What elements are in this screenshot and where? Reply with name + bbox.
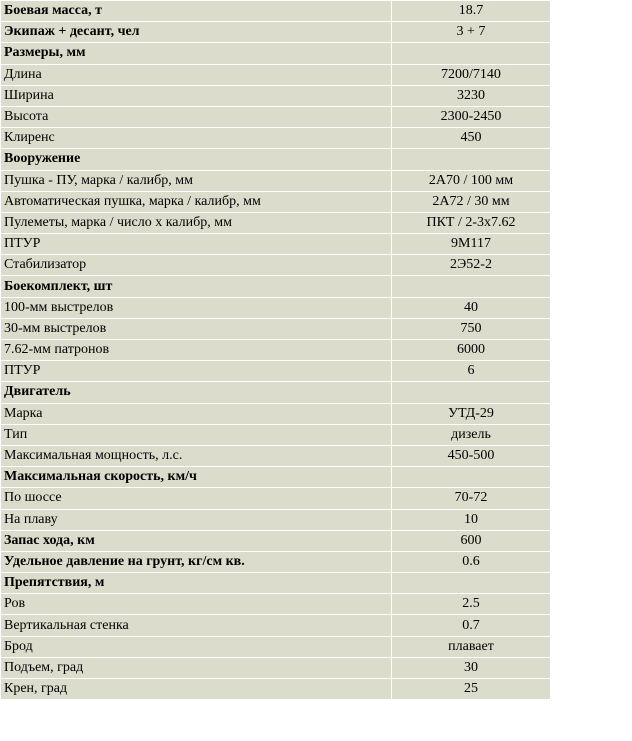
- table-row: [1, 128, 550, 148]
- row-value: 18.7: [392, 1, 550, 21]
- row-value: 450: [392, 128, 550, 148]
- table-row: [1, 404, 550, 424]
- row-value: 10: [392, 510, 550, 530]
- row-value: 0.7: [392, 615, 550, 635]
- row-label: Ширина: [1, 86, 391, 106]
- row-value: 30: [392, 658, 550, 678]
- table-row: [1, 615, 550, 635]
- table-row: [1, 319, 550, 339]
- section-header-row: [1, 531, 550, 551]
- table-row: [1, 488, 550, 508]
- row-label: Брод: [1, 637, 391, 657]
- table-row: [1, 86, 550, 106]
- row-value: 25: [392, 679, 550, 699]
- row-value: [392, 43, 550, 63]
- row-value: 9М117: [392, 234, 550, 254]
- row-label: Препятствия, м: [1, 573, 391, 593]
- specifications-table-body: [1, 1, 550, 699]
- row-label: Максимальная мощность, л.с.: [1, 446, 391, 466]
- row-value: 450-500: [392, 446, 550, 466]
- row-label: Максимальная скорость, км/ч: [1, 467, 391, 487]
- row-label: Пулеметы, марка / число х калибр, мм: [1, 213, 391, 233]
- row-label: Запас хода, км: [1, 531, 391, 551]
- table-row: [1, 65, 550, 85]
- row-label: 7.62-мм патронов: [1, 340, 391, 360]
- row-value: [392, 573, 550, 593]
- row-label: Боекомплект, шт: [1, 276, 391, 296]
- row-label: Двигатель: [1, 382, 391, 402]
- row-value: 750: [392, 319, 550, 339]
- row-label: Тип: [1, 425, 391, 445]
- table-row: [1, 107, 550, 127]
- row-label: 100-мм выстрелов: [1, 298, 391, 318]
- row-label: По шоссе: [1, 488, 391, 508]
- section-header-row: [1, 276, 550, 296]
- row-label: Экипаж + десант, чел: [1, 22, 391, 42]
- row-label: Размеры, мм: [1, 43, 391, 63]
- row-value: [392, 276, 550, 296]
- table-row: [1, 679, 550, 699]
- row-value: 3230: [392, 86, 550, 106]
- section-header-row: [1, 552, 550, 572]
- row-label: Крен, град: [1, 679, 391, 699]
- row-label: Длина: [1, 65, 391, 85]
- section-header-row: [1, 149, 550, 169]
- section-header-row: [1, 573, 550, 593]
- row-value: [392, 467, 550, 487]
- table-row: [1, 425, 550, 445]
- table-row: [1, 361, 550, 381]
- row-value: 0.6: [392, 552, 550, 572]
- row-value: [392, 149, 550, 169]
- row-value: 2Э52-2: [392, 255, 550, 275]
- row-label: Стабилизатор: [1, 255, 391, 275]
- row-label: ПТУР: [1, 361, 391, 381]
- row-label: На плаву: [1, 510, 391, 530]
- table-row: [1, 594, 550, 614]
- row-value: 40: [392, 298, 550, 318]
- row-value: 2А72 / 30 мм: [392, 192, 550, 212]
- row-value: 3 + 7: [392, 22, 550, 42]
- table-row: [1, 213, 550, 233]
- section-header-row: [1, 1, 550, 21]
- row-value: плавает: [392, 637, 550, 657]
- row-value: ПКТ / 2-3х7.62: [392, 213, 550, 233]
- row-value: 2.5: [392, 594, 550, 614]
- row-value: 2А70 / 100 мм: [392, 171, 550, 191]
- row-label: Автоматическая пушка, марка / калибр, мм: [1, 192, 391, 212]
- table-row: [1, 637, 550, 657]
- table-row: [1, 171, 550, 191]
- row-value: 600: [392, 531, 550, 551]
- row-label: Боевая масса, т: [1, 1, 391, 21]
- row-label: Вертикальная стенка: [1, 615, 391, 635]
- row-value: 70-72: [392, 488, 550, 508]
- row-value: УТД-29: [392, 404, 550, 424]
- table-row: [1, 446, 550, 466]
- row-label: 30-мм выстрелов: [1, 319, 391, 339]
- row-label: Удельное давление на грунт, кг/см кв.: [1, 552, 391, 572]
- row-value: дизель: [392, 425, 550, 445]
- row-label: Вооружение: [1, 149, 391, 169]
- row-label: Высота: [1, 107, 391, 127]
- row-value: 7200/7140: [392, 65, 550, 85]
- row-value: 6: [392, 361, 550, 381]
- section-header-row: [1, 467, 550, 487]
- row-value: 6000: [392, 340, 550, 360]
- section-header-row: [1, 43, 550, 63]
- row-label: Ров: [1, 594, 391, 614]
- row-label: Клиренс: [1, 128, 391, 148]
- table-row: [1, 658, 550, 678]
- row-label: ПТУР: [1, 234, 391, 254]
- section-header-row: [1, 382, 550, 402]
- table-row: [1, 298, 550, 318]
- table-row: [1, 234, 550, 254]
- row-value: 2300-2450: [392, 107, 550, 127]
- section-header-row: [1, 22, 550, 42]
- table-row: [1, 255, 550, 275]
- table-row: [1, 510, 550, 530]
- row-value: [392, 382, 550, 402]
- row-label: Пушка - ПУ, марка / калибр, мм: [1, 171, 391, 191]
- row-label: Подъем, град: [1, 658, 391, 678]
- table-row: [1, 192, 550, 212]
- row-label: Марка: [1, 404, 391, 424]
- table-row: [1, 340, 550, 360]
